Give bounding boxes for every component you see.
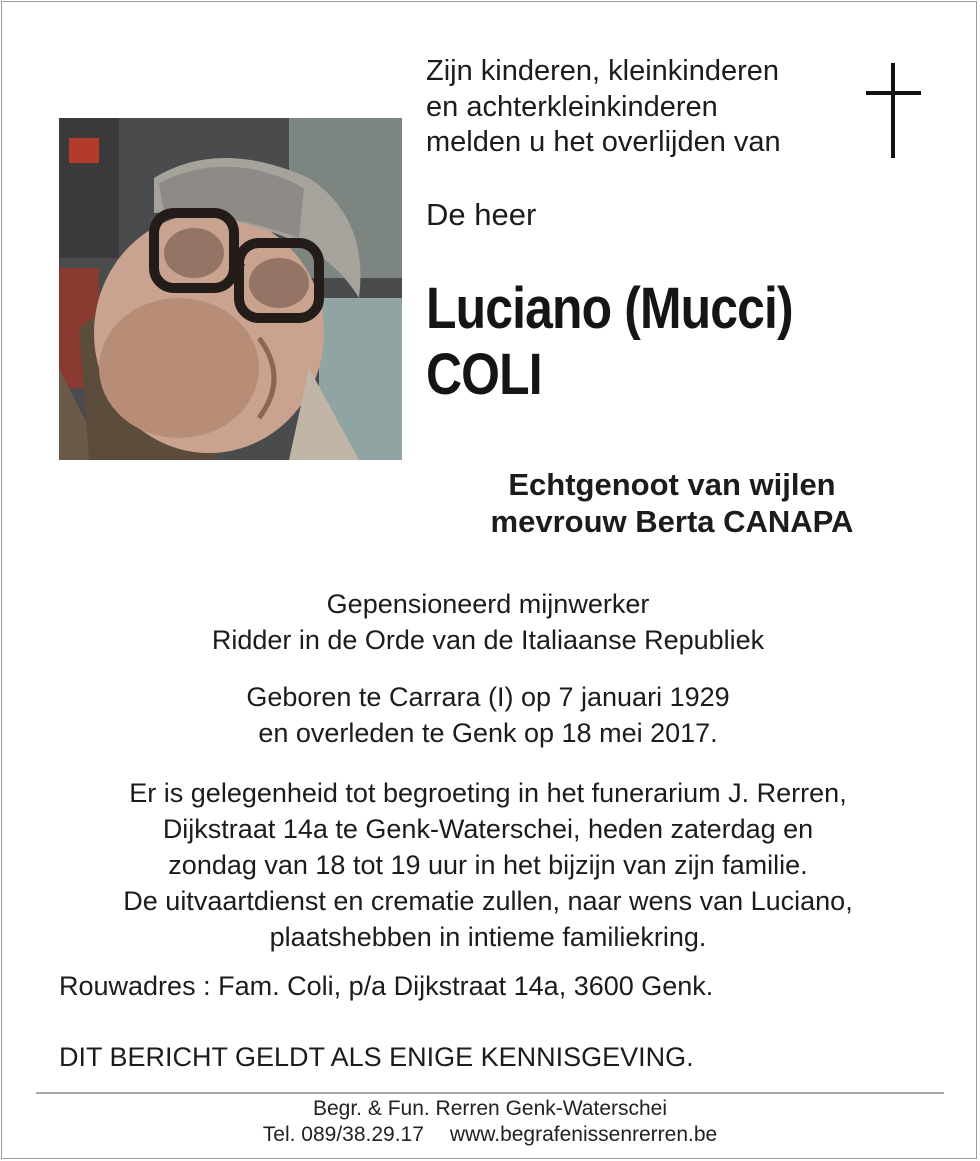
footer-divider — [36, 1092, 944, 1094]
occupation-line: Ridder in de Orde van de Italiaanse Republiek — [211, 625, 765, 655]
funeral-home-website[interactable]: www.begrafenissenrerren.be — [449, 1123, 718, 1146]
arrangement-line: plaatshebben in intieme familiekring. — [269, 922, 707, 952]
arrangement-line: Er is gelegenheid tot begroeting in het funerarium J. Rerren, — [129, 778, 847, 808]
funeral-home-phone: Tel. 089/38.29.17 — [262, 1123, 424, 1146]
mourning-address: Rouwadres : Fam. Coli, p/a Dijkstraat 14a, 3600 Genk. — [59, 971, 714, 1001]
death-line: en overleden te Genk op 18 mei 2017. — [258, 718, 718, 748]
name-line-first: Luciano (Mucci) — [426, 276, 793, 341]
arrangements-block — [40, 775, 936, 955]
cross-icon — [866, 63, 921, 158]
life-dates-block — [40, 679, 936, 751]
intro-line: Zijn kinderen, kleinkinderen — [426, 55, 780, 87]
honorific: De heer — [426, 197, 537, 232]
spouse-text — [380, 466, 964, 540]
intro-text — [426, 54, 781, 161]
birth-line: Geboren te Carrara (I) op 7 januari 1929 — [246, 682, 730, 712]
spouse-line: Echtgenoot van wijlen — [508, 467, 836, 502]
name-line-surname: COLI — [426, 342, 542, 407]
portrait-photo — [59, 118, 402, 460]
arrangement-line: De uitvaartdienst en crematie zullen, naar wens van Luciano, — [123, 886, 853, 916]
deceased-name — [426, 276, 793, 408]
funeral-home-name: Begr. & Fun. Rerren Genk-Waterschei — [312, 1097, 668, 1120]
occupation-line: Gepensioneerd mijnwerker — [326, 589, 650, 619]
arrangement-line: Dijkstraat 14a te Genk-Waterschei, heden zaterdag en — [162, 814, 814, 844]
occupation-block — [40, 586, 936, 658]
funeral-home-footer — [200, 1096, 780, 1148]
intro-line: melden u het overlijden van — [426, 126, 781, 158]
spouse-line: mevrouw Berta CANAPA — [490, 504, 854, 539]
intro-line: en achterkleinkinderen — [426, 90, 718, 123]
arrangement-line: zondag van 18 tot 19 uur in het bijzijn van zijn familie. — [168, 850, 808, 880]
sole-notice: DIT BERICHT GELDT ALS ENIGE KENNISGEVING. — [59, 1042, 694, 1072]
